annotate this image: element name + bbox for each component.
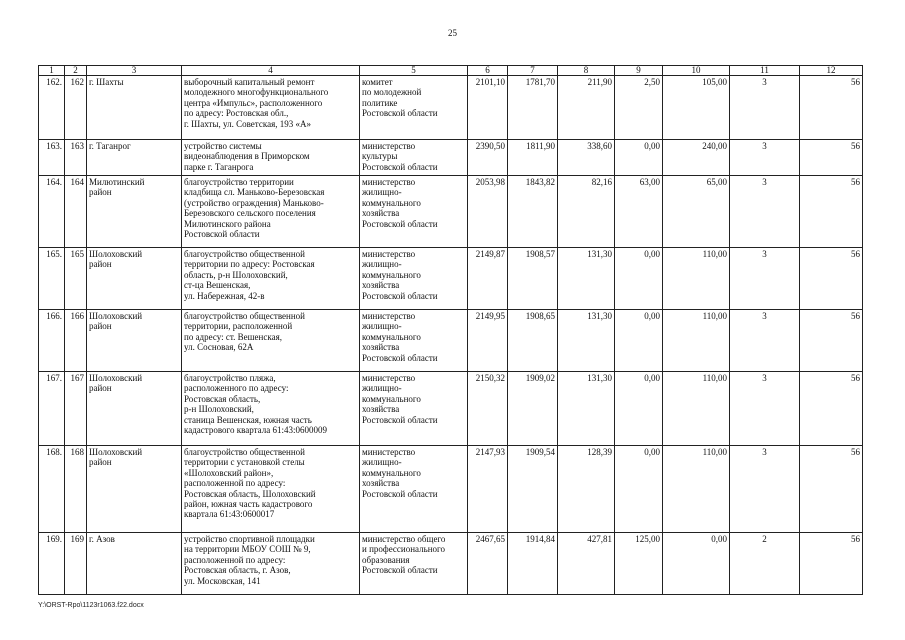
- value-col6: 2147,93: [468, 446, 508, 533]
- value-col8: 427,81: [558, 533, 615, 595]
- value-col8: 131,30: [558, 248, 615, 310]
- value-col6: 2467,65: [468, 533, 508, 595]
- value-col9: 0,00: [615, 140, 663, 176]
- project-description-cell: благоустройство общественной территории, расположенной по адресу: ст. Вешенская, ул. Сосновая, 62А: [182, 310, 360, 372]
- project-description-cell: выборочный капитальный ремонт молодежного многофункционального центра «Импульс», расположенного по адресу: Ростовская обл., г. Шахты, ул. Советская, 193 «А»: [182, 76, 360, 140]
- column-header: 7: [508, 66, 558, 76]
- value-col6: 2150,32: [468, 372, 508, 446]
- column-header: 10: [663, 66, 730, 76]
- value-col10: 65,00: [663, 176, 730, 248]
- value-col9: 0,00: [615, 446, 663, 533]
- row-index: 162.: [39, 76, 65, 140]
- responsible-body-cell: министерство культуры Ростовской области: [360, 140, 468, 176]
- value-col6: 2390,50: [468, 140, 508, 176]
- row-number: 168: [65, 446, 87, 533]
- data-table: [38, 65, 863, 595]
- row-index: 163.: [39, 140, 65, 176]
- value-col12: 56: [800, 533, 863, 595]
- value-col8: 338,60: [558, 140, 615, 176]
- column-header: 2: [65, 66, 87, 76]
- municipality-cell: Милютинский район: [87, 176, 182, 248]
- value-col9: 0,00: [615, 248, 663, 310]
- table-row: [39, 140, 863, 176]
- column-header: 3: [87, 66, 182, 76]
- value-col6: 2053,98: [468, 176, 508, 248]
- value-col7: 1908,57: [508, 248, 558, 310]
- municipality-cell: Шолоховский район: [87, 248, 182, 310]
- table-row: [39, 76, 863, 140]
- row-number: 162: [65, 76, 87, 140]
- value-col7: 1843,82: [508, 176, 558, 248]
- row-index: 169.: [39, 533, 65, 595]
- value-col12: 56: [800, 310, 863, 372]
- value-col11: 3: [730, 248, 800, 310]
- value-col10: 0,00: [663, 533, 730, 595]
- table-row: [39, 248, 863, 310]
- responsible-body-cell: комитет по молодежной политике Ростовской области: [360, 76, 468, 140]
- value-col8: 211,90: [558, 76, 615, 140]
- municipality-cell: Шолоховский район: [87, 372, 182, 446]
- column-header: 9: [615, 66, 663, 76]
- page-number: 25: [448, 28, 457, 38]
- value-col11: 3: [730, 176, 800, 248]
- value-col12: 56: [800, 140, 863, 176]
- value-col9: 125,00: [615, 533, 663, 595]
- value-col7: 1909,54: [508, 446, 558, 533]
- value-col6: 2101,10: [468, 76, 508, 140]
- value-col11: 3: [730, 140, 800, 176]
- value-col11: 2: [730, 533, 800, 595]
- value-col7: 1781,70: [508, 76, 558, 140]
- project-description-cell: благоустройство территории кладбища сл. Маньково-Березовская (устройство ограждения) Маньково- Березовского сельского поселения Милютинского района Ростовской области: [182, 176, 360, 248]
- row-number: 163: [65, 140, 87, 176]
- value-col12: 56: [800, 248, 863, 310]
- value-col11: 3: [730, 310, 800, 372]
- value-col8: 128,39: [558, 446, 615, 533]
- column-header: 8: [558, 66, 615, 76]
- value-col10: 110,00: [663, 248, 730, 310]
- value-col11: 3: [730, 372, 800, 446]
- value-col7: 1908,65: [508, 310, 558, 372]
- row-index: 166.: [39, 310, 65, 372]
- value-col10: 110,00: [663, 446, 730, 533]
- municipality-cell: Шолоховский район: [87, 310, 182, 372]
- row-index: 164.: [39, 176, 65, 248]
- value-col10: 110,00: [663, 372, 730, 446]
- project-description-cell: благоустройство общественной территории с установкой стелы «Шолоховский район», расположенной по адресу: Ростовская область, Шолоховский район, южная часть кадастрового квартала 61:43:0600017: [182, 446, 360, 533]
- table-row: [39, 446, 863, 533]
- value-col12: 56: [800, 76, 863, 140]
- responsible-body-cell: министерство жилищно- коммунального хозяйства Ростовской области: [360, 176, 468, 248]
- header-row: [39, 66, 863, 76]
- municipality-cell: г. Азов: [87, 533, 182, 595]
- table-row: [39, 533, 863, 595]
- table-row: [39, 372, 863, 446]
- file-path-footer: Y:\ORST-Rpo\1123r1063.f22.docx: [38, 602, 144, 609]
- value-col6: 2149,95: [468, 310, 508, 372]
- column-header: 5: [360, 66, 468, 76]
- value-col11: 3: [730, 446, 800, 533]
- row-number: 165: [65, 248, 87, 310]
- value-col7: 1914,84: [508, 533, 558, 595]
- responsible-body-cell: министерство жилищно- коммунального хозяйства Ростовской области: [360, 248, 468, 310]
- value-col12: 56: [800, 372, 863, 446]
- responsible-body-cell: министерство общего и профессионального образования Ростовской области: [360, 533, 468, 595]
- value-col8: 131,30: [558, 310, 615, 372]
- column-header: 11: [730, 66, 800, 76]
- municipality-cell: г. Шахты: [87, 76, 182, 140]
- value-col10: 105,00: [663, 76, 730, 140]
- value-col9: 0,00: [615, 372, 663, 446]
- municipality-cell: Шолоховский район: [87, 446, 182, 533]
- responsible-body-cell: министерство жилищно- коммунального хозяйства Ростовской области: [360, 310, 468, 372]
- project-description-cell: устройство спортивной площадки на территории МБОУ СОШ № 9, расположенной по адресу: Ростовская область, г. Азов, ул. Московская, 141: [182, 533, 360, 595]
- value-col7: 1811,90: [508, 140, 558, 176]
- row-index: 168.: [39, 446, 65, 533]
- project-description-cell: благоустройство общественной территории по адресу: Ростовская область, р-н Шолоховский, ст-ца Вешенская, ул. Набережная, 42-в: [182, 248, 360, 310]
- row-index: 167.: [39, 372, 65, 446]
- value-col12: 56: [800, 176, 863, 248]
- value-col7: 1909,02: [508, 372, 558, 446]
- project-description-cell: устройство системы видеонаблюдения в Приморском парке г. Таганрога: [182, 140, 360, 176]
- value-col10: 110,00: [663, 310, 730, 372]
- row-number: 166: [65, 310, 87, 372]
- value-col6: 2149,87: [468, 248, 508, 310]
- column-header: 1: [39, 66, 65, 76]
- municipality-cell: г. Таганрог: [87, 140, 182, 176]
- row-number: 169: [65, 533, 87, 595]
- value-col9: 2,50: [615, 76, 663, 140]
- column-header: 4: [182, 66, 360, 76]
- column-header: 12: [800, 66, 863, 76]
- responsible-body-cell: министерство жилищно- коммунального хозяйства Ростовской области: [360, 446, 468, 533]
- value-col10: 240,00: [663, 140, 730, 176]
- value-col8: 131,30: [558, 372, 615, 446]
- table-row: [39, 176, 863, 248]
- value-col9: 63,00: [615, 176, 663, 248]
- value-col8: 82,16: [558, 176, 615, 248]
- row-number: 164: [65, 176, 87, 248]
- row-number: 167: [65, 372, 87, 446]
- table-row: [39, 310, 863, 372]
- value-col9: 0,00: [615, 310, 663, 372]
- row-index: 165.: [39, 248, 65, 310]
- column-header: 6: [468, 66, 508, 76]
- value-col11: 3: [730, 76, 800, 140]
- responsible-body-cell: министерство жилищно- коммунального хозяйства Ростовской области: [360, 372, 468, 446]
- value-col12: 56: [800, 446, 863, 533]
- project-description-cell: благоустройство пляжа, расположенного по адресу: Ростовская область, р-н Шолоховский, станица Вешенская, южная часть кадастрового квартала 61:43:0600009: [182, 372, 360, 446]
